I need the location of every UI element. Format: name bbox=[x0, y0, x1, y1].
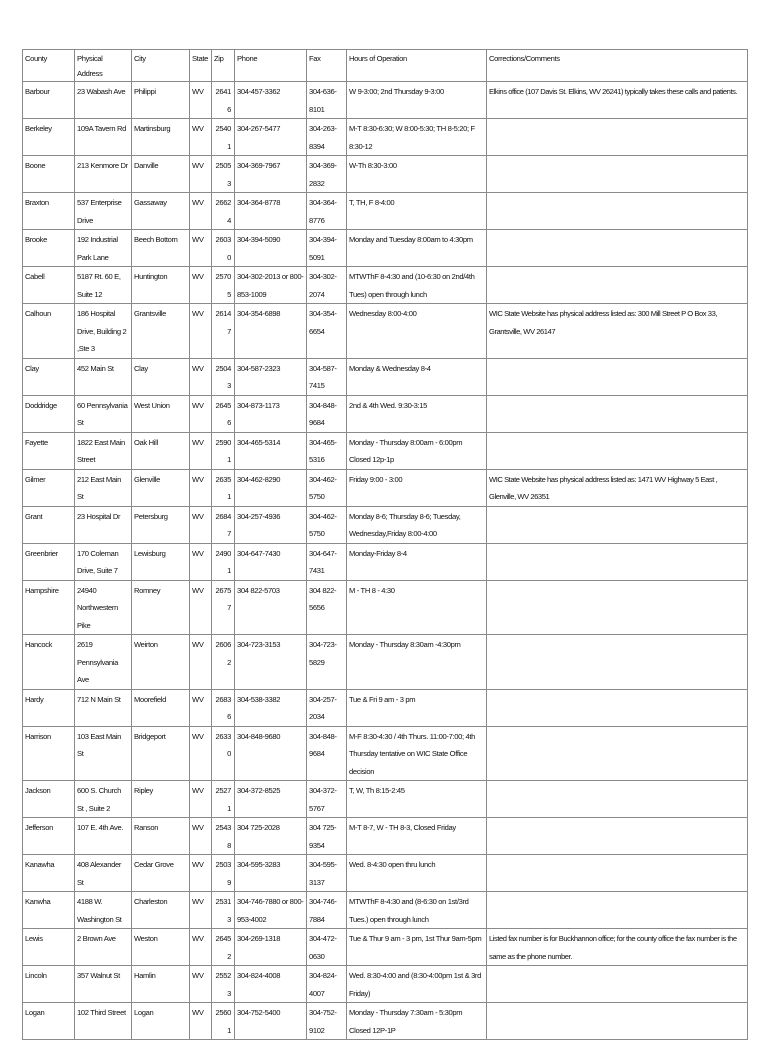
city-cell: Weirton bbox=[132, 635, 190, 690]
phone-cell: 304-372-8525 bbox=[235, 781, 307, 818]
phone-cell: 304-354-6898 bbox=[235, 304, 307, 359]
state-cell: WV bbox=[190, 119, 212, 156]
comments-cell: WIC State Website has physical address listed as: 300 Mill Street P O Box 33, Grantsville, WV 26147 bbox=[487, 304, 748, 359]
county-cell: Lincoln bbox=[23, 966, 75, 1003]
comments-cell bbox=[487, 689, 748, 726]
phone-cell: 304-269-1318 bbox=[235, 929, 307, 966]
zip-cell: 25601 bbox=[212, 1003, 235, 1040]
city-cell: Ranson bbox=[132, 818, 190, 855]
county-cell: Lewis bbox=[23, 929, 75, 966]
hours-cell: Wednesday 8:00-4:00 bbox=[347, 304, 487, 359]
county-cell: Jackson bbox=[23, 781, 75, 818]
state-cell: WV bbox=[190, 1003, 212, 1040]
city-cell: Martinsburg bbox=[132, 119, 190, 156]
comments-cell bbox=[487, 358, 748, 395]
hours-cell: MTWThF 8-4:30 and (8-6:30 on 1st/3rd Tues.) open through lunch bbox=[347, 892, 487, 929]
comments-cell bbox=[487, 543, 748, 580]
physical-address-cell: 192 Industrial Park Lane bbox=[75, 230, 132, 267]
hours-cell: 2nd & 4th Wed. 9:30-3:15 bbox=[347, 395, 487, 432]
phone-cell: 304-257-4936 bbox=[235, 506, 307, 543]
comments-cell bbox=[487, 781, 748, 818]
hours-cell: MTWThF 8-4:30 and (10-6:30 on 2nd/4th Tues) open through lunch bbox=[347, 267, 487, 304]
state-cell: WV bbox=[190, 267, 212, 304]
county-cell: Greenbrier bbox=[23, 543, 75, 580]
state-cell: WV bbox=[190, 580, 212, 635]
zip-cell: 24901 bbox=[212, 543, 235, 580]
fax-cell: 304-848-9684 bbox=[307, 395, 347, 432]
state-cell: WV bbox=[190, 82, 212, 119]
hours-cell: W 9-3:00; 2nd Thursday 9-3:00 bbox=[347, 82, 487, 119]
state-cell: WV bbox=[190, 781, 212, 818]
city-cell: Grantsville bbox=[132, 304, 190, 359]
county-cell: Logan bbox=[23, 1003, 75, 1040]
zip-cell: 26624 bbox=[212, 193, 235, 230]
physical-address-cell: 213 Kenmore Dr bbox=[75, 156, 132, 193]
zip-cell: 26062 bbox=[212, 635, 235, 690]
phone-cell: 304-465-5314 bbox=[235, 432, 307, 469]
zip-cell: 25053 bbox=[212, 156, 235, 193]
physical-address-cell: 600 S. Church St , Suite 2 bbox=[75, 781, 132, 818]
table-row bbox=[23, 635, 748, 690]
state-cell: WV bbox=[190, 689, 212, 726]
fax-cell: 304-636-8101 bbox=[307, 82, 347, 119]
hours-cell: T, W, Th 8:15-2:45 bbox=[347, 781, 487, 818]
county-cell: Barbour bbox=[23, 82, 75, 119]
fax-cell: 304-354-6654 bbox=[307, 304, 347, 359]
table-row bbox=[23, 395, 748, 432]
phone-cell: 304-267-5477 bbox=[235, 119, 307, 156]
state-cell: WV bbox=[190, 892, 212, 929]
comments-cell bbox=[487, 635, 748, 690]
table-row bbox=[23, 469, 748, 506]
zip-cell: 26847 bbox=[212, 506, 235, 543]
city-cell: Philippi bbox=[132, 82, 190, 119]
header-county: County bbox=[23, 50, 75, 82]
table-row bbox=[23, 267, 748, 304]
state-cell: WV bbox=[190, 966, 212, 1003]
header-row bbox=[23, 50, 748, 82]
comments-cell bbox=[487, 1003, 748, 1040]
city-cell: Gassaway bbox=[132, 193, 190, 230]
fax-cell: 304-587-7415 bbox=[307, 358, 347, 395]
city-cell: Beech Bottom bbox=[132, 230, 190, 267]
hours-cell: M-F 8:30-4:30 / 4th Thurs. 11:00-7:00; 4th Thursday tentative on WIC State Office decision bbox=[347, 726, 487, 781]
fax-cell: 304-465-5316 bbox=[307, 432, 347, 469]
zip-cell: 25043 bbox=[212, 358, 235, 395]
fax-cell: 304-723-5829 bbox=[307, 635, 347, 690]
zip-cell: 25901 bbox=[212, 432, 235, 469]
physical-address-cell: 102 Third Street bbox=[75, 1003, 132, 1040]
physical-address-cell: 60 Pennsylvania St bbox=[75, 395, 132, 432]
city-cell: West Union bbox=[132, 395, 190, 432]
physical-address-cell: 186 Hospital Drive, Building 2 ,Ste 3 bbox=[75, 304, 132, 359]
phone-cell: 304 822-5703 bbox=[235, 580, 307, 635]
comments-cell bbox=[487, 267, 748, 304]
hours-cell: M-T 8:30-6:30; W 8:00-5:30; TH 8-5:20; F 8:30-12 bbox=[347, 119, 487, 156]
city-cell: Logan bbox=[132, 1003, 190, 1040]
physical-address-cell: 23 Wabash Ave bbox=[75, 82, 132, 119]
hours-cell: Monday & Wednesday 8-4 bbox=[347, 358, 487, 395]
county-cell: Braxton bbox=[23, 193, 75, 230]
county-cell: Jefferson bbox=[23, 818, 75, 855]
county-cell: Boone bbox=[23, 156, 75, 193]
fax-cell: 304-462-5750 bbox=[307, 469, 347, 506]
city-cell: Lewisburg bbox=[132, 543, 190, 580]
header-phone: Phone bbox=[235, 50, 307, 82]
zip-cell: 26452 bbox=[212, 929, 235, 966]
comments-cell bbox=[487, 818, 748, 855]
table-row bbox=[23, 82, 748, 119]
zip-cell: 26147 bbox=[212, 304, 235, 359]
phone-cell: 304-394-5090 bbox=[235, 230, 307, 267]
hours-cell: T, TH, F 8-4:00 bbox=[347, 193, 487, 230]
state-cell: WV bbox=[190, 469, 212, 506]
state-cell: WV bbox=[190, 432, 212, 469]
county-cell: Clay bbox=[23, 358, 75, 395]
city-cell: Cedar Grove bbox=[132, 855, 190, 892]
county-cell: Cabell bbox=[23, 267, 75, 304]
header-zip: Zip bbox=[212, 50, 235, 82]
table-row bbox=[23, 966, 748, 1003]
table-row bbox=[23, 1003, 748, 1040]
county-cell: Kanwha bbox=[23, 892, 75, 929]
county-cell: Hampshire bbox=[23, 580, 75, 635]
phone-cell: 304-538-3382 bbox=[235, 689, 307, 726]
phone-cell: 304-369-7967 bbox=[235, 156, 307, 193]
physical-address-cell: 109A Tavern Rd bbox=[75, 119, 132, 156]
physical-address-cell: 103 East Main St bbox=[75, 726, 132, 781]
table-row bbox=[23, 119, 748, 156]
zip-cell: 25705 bbox=[212, 267, 235, 304]
county-office-table-container bbox=[22, 49, 747, 1040]
county-cell: Fayette bbox=[23, 432, 75, 469]
county-cell: Gilmer bbox=[23, 469, 75, 506]
fax-cell: 304-746-7884 bbox=[307, 892, 347, 929]
zip-cell: 25039 bbox=[212, 855, 235, 892]
state-cell: WV bbox=[190, 726, 212, 781]
phone-cell: 304-364-8778 bbox=[235, 193, 307, 230]
zip-cell: 26757 bbox=[212, 580, 235, 635]
table-body bbox=[23, 50, 748, 1040]
city-cell: Petersburg bbox=[132, 506, 190, 543]
zip-cell: 26456 bbox=[212, 395, 235, 432]
table-row bbox=[23, 892, 748, 929]
zip-cell: 25271 bbox=[212, 781, 235, 818]
physical-address-cell: 452 Main St bbox=[75, 358, 132, 395]
physical-address-cell: 170 Coleman Drive, Suite 7 bbox=[75, 543, 132, 580]
zip-cell: 25313 bbox=[212, 892, 235, 929]
table-row bbox=[23, 304, 748, 359]
comments-cell: WIC State Website has physical address listed as: 1471 WV Highway 5 East , Glenville, WV 26351 bbox=[487, 469, 748, 506]
zip-cell: 26416 bbox=[212, 82, 235, 119]
zip-cell: 25523 bbox=[212, 966, 235, 1003]
physical-address-cell: 107 E. 4th Ave. bbox=[75, 818, 132, 855]
fax-cell: 304-372-5767 bbox=[307, 781, 347, 818]
table-row bbox=[23, 543, 748, 580]
hours-cell: Monday - Thursday 7:30am - 5:30pm Closed 12P-1P bbox=[347, 1003, 487, 1040]
table-row bbox=[23, 781, 748, 818]
comments-cell bbox=[487, 966, 748, 1003]
county-cell: Harrison bbox=[23, 726, 75, 781]
state-cell: WV bbox=[190, 395, 212, 432]
table-row bbox=[23, 506, 748, 543]
physical-address-cell: 408 Alexander St bbox=[75, 855, 132, 892]
fax-cell: 304-394-5091 bbox=[307, 230, 347, 267]
zip-cell: 26330 bbox=[212, 726, 235, 781]
table-row bbox=[23, 230, 748, 267]
comments-cell bbox=[487, 156, 748, 193]
comments-cell bbox=[487, 580, 748, 635]
state-cell: WV bbox=[190, 506, 212, 543]
phone-cell: 304-595-3283 bbox=[235, 855, 307, 892]
table-row bbox=[23, 358, 748, 395]
physical-address-cell: 24940 Northwestern Pike bbox=[75, 580, 132, 635]
county-cell: Calhoun bbox=[23, 304, 75, 359]
state-cell: WV bbox=[190, 193, 212, 230]
physical-address-cell: 212 East Main St bbox=[75, 469, 132, 506]
county-cell: Hardy bbox=[23, 689, 75, 726]
state-cell: WV bbox=[190, 929, 212, 966]
fax-cell: 304-647-7431 bbox=[307, 543, 347, 580]
comments-cell bbox=[487, 395, 748, 432]
hours-cell: Monday-Friday 8-4 bbox=[347, 543, 487, 580]
zip-cell: 25438 bbox=[212, 818, 235, 855]
county-cell: Kanawha bbox=[23, 855, 75, 892]
hours-cell: Wed. 8-4:30 open thru lunch bbox=[347, 855, 487, 892]
city-cell: Romney bbox=[132, 580, 190, 635]
fax-cell: 304-369-2832 bbox=[307, 156, 347, 193]
hours-cell: M - TH 8 - 4:30 bbox=[347, 580, 487, 635]
county-cell: Doddridge bbox=[23, 395, 75, 432]
table-row bbox=[23, 818, 748, 855]
phone-cell: 304-848-9680 bbox=[235, 726, 307, 781]
physical-address-cell: 5187 Rt. 60 E, Suite 12 bbox=[75, 267, 132, 304]
county-cell: Grant bbox=[23, 506, 75, 543]
header-city: City bbox=[132, 50, 190, 82]
table-row bbox=[23, 193, 748, 230]
physical-address-cell: 712 N Main St bbox=[75, 689, 132, 726]
phone-cell: 304-752-5400 bbox=[235, 1003, 307, 1040]
city-cell: Weston bbox=[132, 929, 190, 966]
state-cell: WV bbox=[190, 156, 212, 193]
phone-cell: 304-723-3153 bbox=[235, 635, 307, 690]
hours-cell: Wed. 8:30-4:00 and (8:30-4:00pm 1st & 3rd Friday) bbox=[347, 966, 487, 1003]
comments-cell bbox=[487, 855, 748, 892]
hours-cell: Tue & Thur 9 am - 3 pm, 1st Thur 9am-5pm bbox=[347, 929, 487, 966]
header-state: State bbox=[190, 50, 212, 82]
hours-cell: Monday - Thursday 8:00am - 6:00pm Closed 12p-1p bbox=[347, 432, 487, 469]
state-cell: WV bbox=[190, 358, 212, 395]
header-hours: Hours of Operation bbox=[347, 50, 487, 82]
city-cell: Charleston bbox=[132, 892, 190, 929]
table-row bbox=[23, 726, 748, 781]
city-cell: Moorefield bbox=[132, 689, 190, 726]
comments-cell bbox=[487, 432, 748, 469]
state-cell: WV bbox=[190, 543, 212, 580]
physical-address-cell: 537 Enterprise Drive bbox=[75, 193, 132, 230]
header-fax: Fax bbox=[307, 50, 347, 82]
fax-cell: 304 725-9354 bbox=[307, 818, 347, 855]
comments-cell bbox=[487, 506, 748, 543]
city-cell: Huntington bbox=[132, 267, 190, 304]
hours-cell: Friday 9:00 - 3:00 bbox=[347, 469, 487, 506]
comments-cell bbox=[487, 892, 748, 929]
physical-address-cell: 357 Walnut St bbox=[75, 966, 132, 1003]
zip-cell: 25401 bbox=[212, 119, 235, 156]
county-cell: Hancock bbox=[23, 635, 75, 690]
fax-cell: 304-263-8394 bbox=[307, 119, 347, 156]
table-row bbox=[23, 855, 748, 892]
fax-cell: 304 822-5656 bbox=[307, 580, 347, 635]
phone-cell: 304-873-1173 bbox=[235, 395, 307, 432]
table-row bbox=[23, 580, 748, 635]
physical-address-cell: 4188 W. Washington St bbox=[75, 892, 132, 929]
table-row bbox=[23, 689, 748, 726]
phone-cell: 304-587-2323 bbox=[235, 358, 307, 395]
fax-cell: 304-302-2074 bbox=[307, 267, 347, 304]
header-comments: Corrections/Comments bbox=[487, 50, 748, 82]
fax-cell: 304-595-3137 bbox=[307, 855, 347, 892]
phone-cell: 304-302-2013 or 800-853-1009 bbox=[235, 267, 307, 304]
city-cell: Danville bbox=[132, 156, 190, 193]
city-cell: Ripley bbox=[132, 781, 190, 818]
fax-cell: 304-257-2034 bbox=[307, 689, 347, 726]
city-cell: Hamlin bbox=[132, 966, 190, 1003]
city-cell: Bridgeport bbox=[132, 726, 190, 781]
physical-address-cell: 2619 Pennsylvania Ave bbox=[75, 635, 132, 690]
fax-cell: 304-364-8776 bbox=[307, 193, 347, 230]
city-cell: Clay bbox=[132, 358, 190, 395]
table-row bbox=[23, 156, 748, 193]
state-cell: WV bbox=[190, 304, 212, 359]
zip-cell: 26351 bbox=[212, 469, 235, 506]
hours-cell: Tue & Fri 9 am - 3 pm bbox=[347, 689, 487, 726]
state-cell: WV bbox=[190, 855, 212, 892]
state-cell: WV bbox=[190, 230, 212, 267]
fax-cell: 304-752-9102 bbox=[307, 1003, 347, 1040]
physical-address-cell: 1822 East Main Street bbox=[75, 432, 132, 469]
hours-cell: M-T 8-7, W - TH 8-3, Closed Friday bbox=[347, 818, 487, 855]
hours-cell: Monday and Tuesday 8:00am to 4:30pm bbox=[347, 230, 487, 267]
fax-cell: 304-462-5750 bbox=[307, 506, 347, 543]
table-row bbox=[23, 432, 748, 469]
city-cell: Oak Hill bbox=[132, 432, 190, 469]
city-cell: Glenville bbox=[132, 469, 190, 506]
comments-cell bbox=[487, 726, 748, 781]
phone-cell: 304-647-7430 bbox=[235, 543, 307, 580]
county-office-table bbox=[22, 49, 748, 1040]
hours-cell: Monday 8-6; Thursday 8-6; Tuesday, Wednesday,Friday 8:00-4:00 bbox=[347, 506, 487, 543]
comments-cell bbox=[487, 119, 748, 156]
comments-cell: Listed fax number is for Buckhannon office; for the county office the fax number is the same as the phone number. bbox=[487, 929, 748, 966]
phone-cell: 304-462-8290 bbox=[235, 469, 307, 506]
state-cell: WV bbox=[190, 818, 212, 855]
hours-cell: W-Th 8:30-3:00 bbox=[347, 156, 487, 193]
fax-cell: 304-824-4007 bbox=[307, 966, 347, 1003]
hours-cell: Monday - Thursday 8:30am -4:30pm bbox=[347, 635, 487, 690]
fax-cell: 304-472-0630 bbox=[307, 929, 347, 966]
comments-cell bbox=[487, 193, 748, 230]
zip-cell: 26030 bbox=[212, 230, 235, 267]
state-cell: WV bbox=[190, 635, 212, 690]
header-physical-address: Physical Address bbox=[75, 50, 132, 82]
phone-cell: 304 725-2028 bbox=[235, 818, 307, 855]
zip-cell: 26836 bbox=[212, 689, 235, 726]
fax-cell: 304-848-9684 bbox=[307, 726, 347, 781]
county-cell: Berkeley bbox=[23, 119, 75, 156]
physical-address-cell: 2 Brown Ave bbox=[75, 929, 132, 966]
county-cell: Brooke bbox=[23, 230, 75, 267]
table-row bbox=[23, 929, 748, 966]
comments-cell bbox=[487, 230, 748, 267]
phone-cell: 304-746-7880 or 800-953-4002 bbox=[235, 892, 307, 929]
phone-cell: 304-457-3362 bbox=[235, 82, 307, 119]
phone-cell: 304-824-4008 bbox=[235, 966, 307, 1003]
comments-cell: Elkins office (107 Davis St. Elkins, WV 26241) typically takes these calls and patients. bbox=[487, 82, 748, 119]
physical-address-cell: 23 Hospital Dr bbox=[75, 506, 132, 543]
